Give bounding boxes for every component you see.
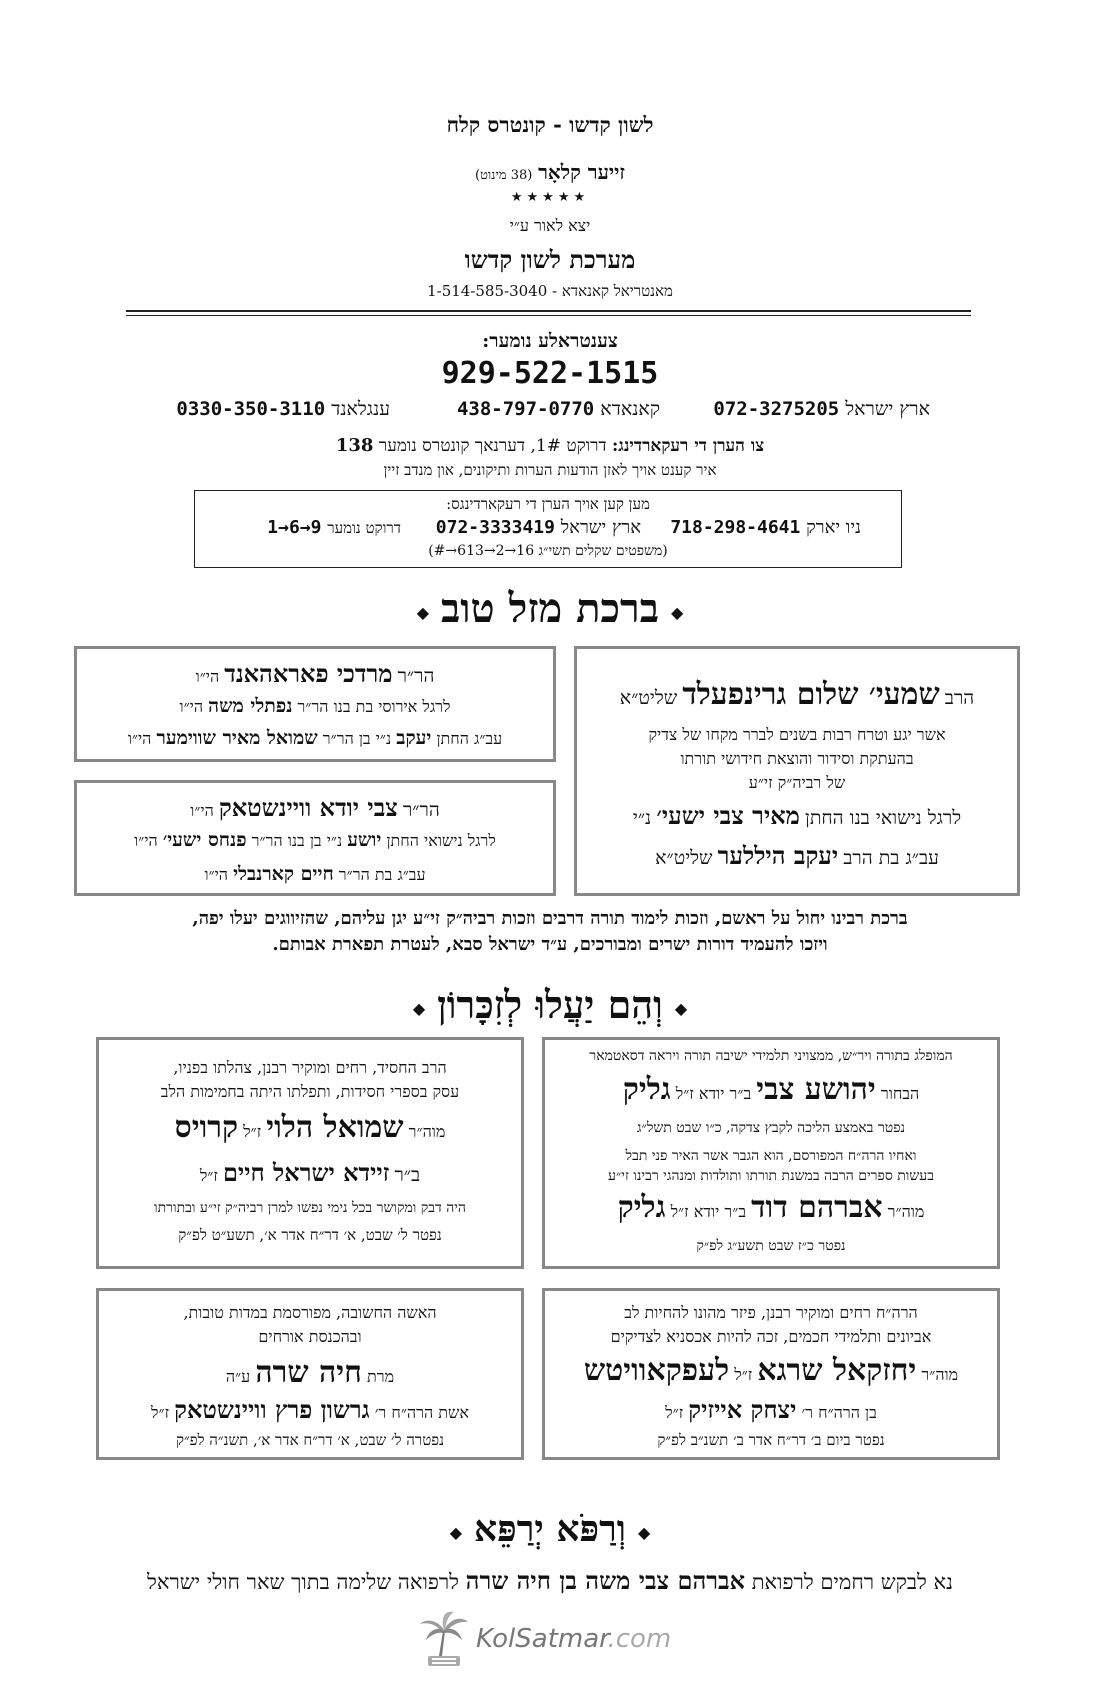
comment-line: איר קענט אויך לאזן הודעות הערות ותיקונים, און מנדב זיין [383,461,717,479]
name: גליק [617,1190,666,1225]
recording-ny-label: ניו יארק [806,517,861,538]
text: הי״ו [127,729,152,748]
box-line: אשר יגע וטרח רבות בשנים לברר מקחו של צדיק [648,725,946,744]
box-line: הרה״ח רחים ומוקיר רבנן, פיזר מהונו להחיות לב [624,1303,918,1322]
header-title: זייער קלאָר [538,160,625,184]
recording-box [194,490,902,568]
listen-line [0,435,1100,456]
recording-numbers [195,517,901,543]
listen-text: דרוקט 1#, דערנאך קונטרס נומער [378,436,607,456]
text: שליט״א [619,687,678,709]
box-line [77,863,553,886]
memorial-box-right-top [542,1037,1000,1269]
header-stars: ★★★★★ [510,190,590,205]
box-line: נפטר כ״ז שבט תשע״ג לפ״ק [696,1238,846,1254]
mazel-tov-box-left-top [74,646,556,762]
box-line [577,841,1017,871]
box-line: של רביה״ק זי״ע [748,773,846,792]
name: גליק [622,1072,671,1107]
box-line [99,1158,521,1188]
name: לעפקאוויטש [583,1353,730,1388]
text: נ״י בן בנו הר״ר [251,831,343,850]
text: הר״ר [397,665,435,687]
box-line [77,727,553,750]
text: ז״ל [243,1122,262,1141]
name: יחזקאל שרגא [757,1353,917,1388]
recording-press-label: דרוקט נומער [327,519,401,537]
box-line: בעשות ספרים הרבה במשנת תורתו ותולדות ומנהגי רבינו זי״ע [608,1168,934,1184]
text: מוה״ר [921,1365,959,1384]
box-line: נפטרה ל׳ שבט, א׳ דר״ח אדר א׳, תשנ״ה לפ״ק [175,1431,445,1449]
text: לרגל נישואי החתן [386,831,496,850]
box-line [545,1190,997,1225]
blessing-line-1: ברכת רבינו יחול על ראשם, וזכות לימוד תורה דרבים וזכות רביה״ק זי״ע יגן עליהם, שהזיווגים יעלו יפה, [192,908,908,929]
mazel-tov-title [0,585,1100,632]
text: הרב [944,687,975,709]
box-line [577,801,1017,831]
box-line: ואחיו הרה״ח המפורסם, הוא הגבר אשר האיר פני תבל [625,1148,917,1164]
text: לרגל אירוסי בת בנו הר״ר [297,697,451,716]
blessing-line-2: ויזכו להעמיד דורות ישרים ומבורכים, ע״ד ישראל סבא, לעטרת תפארת אבותם. [272,934,828,955]
header-address: מאנטריאל קאנאדא - 1-514-585-3040 [427,282,673,300]
box-line: בהעתקת וסידור והוצאת חידושי תורתו [680,749,914,768]
box-line [545,1395,997,1425]
diamond-icon: ◆ [416,602,430,622]
name: חיים קארנבלי [233,863,334,885]
name: מאיר צבי ישעי׳ [656,801,800,830]
text: בן הרה״ח ר׳ [801,1403,877,1422]
text: נ״י בן הר״ר [322,729,392,748]
logo-name: KolSatmar [476,1624,608,1654]
text: ז״ל [665,1403,684,1422]
text: שליט״א [655,847,713,869]
name: יעקב [396,727,432,749]
text: עב״ג בת הרב [843,847,939,869]
memorial-title [0,982,1100,1028]
name: מרדכי פאראהאנד [224,659,393,688]
recording-ny-number: 718-298-4641 [670,517,801,538]
text: מוה״ר [887,1202,925,1221]
name: שמואל מאיר שווימער [156,727,318,749]
header-duration: (38 מינוט) [475,168,533,183]
box-line [77,659,553,689]
refua-post: לרפואה שלימה בתוך שאר חולי ישראל [147,1570,459,1594]
memorial-box-left-bottom [96,1288,524,1460]
recording-il-label: ארץ ישראל [560,517,641,538]
header-org: מערכת לשון קדשו [464,245,636,274]
listen-label: צו הערן די רעקארדינג: [612,436,765,456]
logo-text [476,1624,671,1654]
box-line [99,1110,521,1145]
box-line: נפטר ל׳ שבט, א׳ דר״ח אדר א׳, תשע״ט לפ״ק [178,1226,442,1244]
text: הי״ו [195,667,220,686]
refua-line [0,1566,1100,1596]
header-rule [126,310,971,316]
phone-number: 438-797-0770 [456,398,595,420]
text: ע״ה [225,1367,251,1386]
text: ז״ל [151,1403,170,1422]
diamond-icon: ◆ [637,1522,651,1542]
text: ב״ר [394,1164,421,1186]
text: הי״ו [190,801,214,820]
name: יעקב היללער [717,841,839,870]
box-line: עסק בספרי חסידות, ותפלתו היתה בחמימות הלב [160,1082,460,1101]
header-published-by: יצא לאור ע״י [509,216,591,235]
box-line [577,677,1017,712]
box-line: המופלג בתורה ויר״ש, ממצויני תלמידי ישיבה תורה ויראה דסאטמאר [589,1048,953,1064]
palm-tree-icon [418,1610,470,1670]
diamond-icon: ◆ [449,1522,463,1542]
phone-country: ענגלאנד [331,398,390,420]
phone-country: קאנאדא [600,398,660,420]
refua-title-text: וְרַפֹּא יְרַפֵּא [474,1508,626,1550]
logo-suffix: .com [607,1624,672,1654]
text: עב״ג בת הר״ר [338,865,426,884]
box-line [99,1395,521,1425]
name: גרשון פרץ וויינשטאק [174,1395,370,1424]
box-line: היה דבק ומקושר בכל נימי נפשו למרן רביה״ק זי״ע ובתורתו [154,1200,466,1216]
box-line: נפטר באמצע הליכה לקבץ צדקה, כ״ו שבט תשל״ג [636,1120,906,1136]
name: אברהם דוד [751,1190,883,1225]
name: שמואל הלוי [266,1110,404,1145]
recording-press-seq: 9→6→1 [267,517,322,538]
recording-il-number: 072-3333419 [435,517,555,538]
mazel-tov-box-left-bottom [74,780,556,896]
text: ז״ל [199,1166,218,1185]
box-line [99,1355,521,1390]
recording-il [436,517,641,538]
listen-number: 138 [335,435,374,456]
memorial-box-right-bottom [542,1288,1000,1460]
diamond-icon: ◆ [412,999,426,1018]
mazel-tov-title-text: ברכת מזל טוב [441,585,659,632]
name: נפתלי משה [208,695,293,717]
phone-israel [713,398,930,421]
text: עב״ג החתן [436,729,503,748]
box-line [77,695,553,718]
text: הי״ו [204,865,229,884]
name: יצחק אייזיק [688,1395,797,1424]
text: הי״ו [134,831,158,850]
central-number: 929-522-1515 [441,356,659,391]
name: יהושע צבי [756,1072,876,1107]
text: הבחור [880,1084,920,1103]
text: נ״י [632,807,652,829]
phone-number: 0330-350-3110 [176,398,326,420]
phone-country: ארץ ישראל [845,398,930,420]
memorial-box-left-top [96,1037,524,1269]
text: לרגל נישואי בנו החתן [805,807,962,829]
central-label: צענטראלע נומער: [482,330,618,352]
phone-row [170,398,930,424]
refua-title [0,1508,1100,1550]
name: פנחס ישעי׳ [162,829,247,851]
box-line [545,1353,997,1388]
phone-canada [457,398,660,421]
recording-title: מען קען אויך הערן די רעקארדינגס: [446,495,650,513]
diamond-icon: ◆ [674,999,688,1018]
diamond-icon: ◆ [670,602,684,622]
kolsatmar-logo [418,1610,678,1670]
box-line [77,793,553,823]
text: הר״ר [402,799,440,821]
name: יושע [347,829,382,851]
recording-press [267,517,401,538]
header-line2 [0,160,1100,185]
name: צבי יודא וויינשטאק [218,793,398,822]
box-line: האשה החשובה, מפורסמת במדות טובות, [183,1303,437,1322]
text: הי״ו [179,697,204,716]
text: ב״ר יודא ז״ל [670,1202,747,1221]
refua-pre: נא לבקש רחמים לרפואת [751,1570,953,1594]
memorial-title-text: וְהֵם יַעֲלוּ לְזִכָּרוֹן [437,982,663,1027]
text: מרת [366,1367,395,1386]
box-line [77,829,553,852]
text: ב״ר יודא ז״ל [675,1084,752,1103]
refua-name: אברהם צבי משה בן חיה שרה [465,1566,746,1595]
name: זיידא ישראל חיים [222,1158,390,1187]
name: שמעי׳ שלום גרינפעלד [682,677,940,712]
name: קרויס [174,1110,239,1145]
recording-ny [670,517,861,538]
box-line: הרב החסיד, רחים ומוקיר רבנן, צהלתו בפניו, [173,1058,447,1077]
box-line: נפטר ביום ב׳ דר״ח אדר ב׳ תשנ״ב לפ״ק [657,1431,885,1449]
phone-number: 072-3275205 [713,398,840,420]
text: אשת הרה״ח ר׳ [374,1403,469,1422]
name: חיה שרה [255,1355,362,1390]
mazel-tov-box-right [574,646,1020,896]
box-line: ובהכנסת אורחים [258,1327,362,1346]
text: ז״ל [734,1365,753,1384]
recording-note: (משפטים שקלים תשי״ג 16→2→613→#) [428,543,668,559]
header-line1: לשון קדשו - קונטרס קלח [446,112,654,137]
text: מוה״ר [408,1122,446,1141]
box-line [545,1072,997,1107]
phone-england [176,398,390,421]
box-line: אביונים ותלמידי חכמים, זכה להיות אכסניא לצדיקים [610,1327,932,1346]
